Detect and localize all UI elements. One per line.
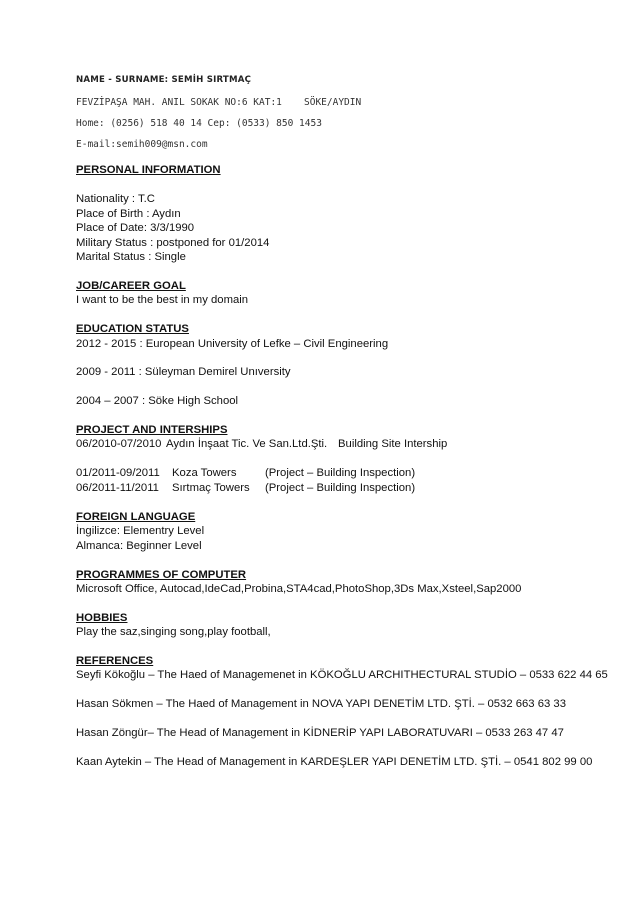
programmes-text: Microsoft Office, Autocad,IdeCad,Probina,STA4cad,PhotoShop,3Ds Max,Xsteel,Sap2000 [76, 583, 522, 595]
reference-item: Hasan Zöngür– The Head of Management in KİDNERİP YAPI LABORATUVARI – 0533 263 47 47 [76, 727, 564, 739]
project-company: Aydın İnşaat Tic. Ve San.Ltd.Şti. [166, 438, 328, 450]
section-title-career: JOB/CAREER GOAL [76, 280, 186, 292]
personal-nationality: Nationality : T.C [76, 193, 155, 205]
personal-birthplace: Place of Birth : Aydın [76, 208, 181, 220]
personal-military: Military Status : postponed for 01/2014 [76, 237, 270, 249]
section-title-hobbies: HOBBIES [76, 612, 128, 624]
project-name: Koza Towers [172, 467, 237, 479]
career-text: I want to be the best in my domain [76, 294, 249, 306]
reference-item: Seyfi Kökoğlu – The Haed of Managemenet in KÖKOĞLU ARCHITHECTURAL STUDİO – 0533 622 44 65 [76, 669, 608, 681]
section-title-personal: PERSONAL INFORMATION [76, 164, 221, 176]
address-line: FEVZİPAŞA MAH. ANIL SOKAK NO:6 KAT:1 [76, 97, 282, 108]
hobbies-text: Play the saz,singing song,play football, [76, 626, 271, 638]
email-line: E-mail:semih009@msn.com [76, 139, 208, 150]
city-line: SÖKE/AYDIN [304, 97, 362, 108]
project-name: Sırtmaç Towers [172, 482, 250, 494]
section-title-projects: PROJECT AND INTERSHIPS [76, 424, 228, 436]
project-desc: (Project – Building Inspection) [265, 482, 416, 494]
section-title-programmes: PROGRAMMES OF COMPUTER [76, 569, 247, 581]
project-period: 06/2011-11/2011 [76, 482, 159, 494]
language-german: Almanca: Beginner Level [76, 540, 202, 552]
section-title-references: REFERENCES [76, 655, 154, 667]
education-item: 2004 – 2007 : Söke High School [76, 395, 239, 407]
project-period: 01/2011-09/2011 [76, 467, 160, 479]
project-period: 06/2010-07/2010 [76, 438, 162, 450]
project-role: Building Site Intership [338, 438, 448, 450]
name-heading: NAME - SURNAME: SEMİH SIRTMAÇ [76, 75, 252, 85]
personal-birthdate: Place of Date: 3/3/1990 [76, 222, 195, 234]
section-title-languages: FOREIGN LANGUAGE [76, 511, 196, 523]
section-title-education: EDUCATION STATUS [76, 323, 189, 335]
language-english: İngilizce: Elementry Level [76, 525, 205, 537]
education-item: 2009 - 2011 : Süleyman Demirel Unıversity [76, 366, 291, 378]
reference-item: Kaan Aytekin – The Head of Management in KARDEŞLER YAPI DENETİM LTD. ŞTİ. – 0541 802 99 00 [76, 756, 593, 768]
project-desc: (Project – Building Inspection) [265, 467, 416, 479]
personal-marital: Marital Status : Single [76, 251, 186, 263]
reference-item: Hasan Sökmen – The Haed of Management in NOVA YAPI DENETİM LTD. ŞTİ. – 0532 663 63 33 [76, 698, 566, 710]
phone-line: Home: (0256) 518 40 14 Cep: (0533) 850 1453 [76, 118, 322, 129]
education-item: 2012 - 2015 : European University of Lefke – Civil Engineering [76, 338, 389, 350]
